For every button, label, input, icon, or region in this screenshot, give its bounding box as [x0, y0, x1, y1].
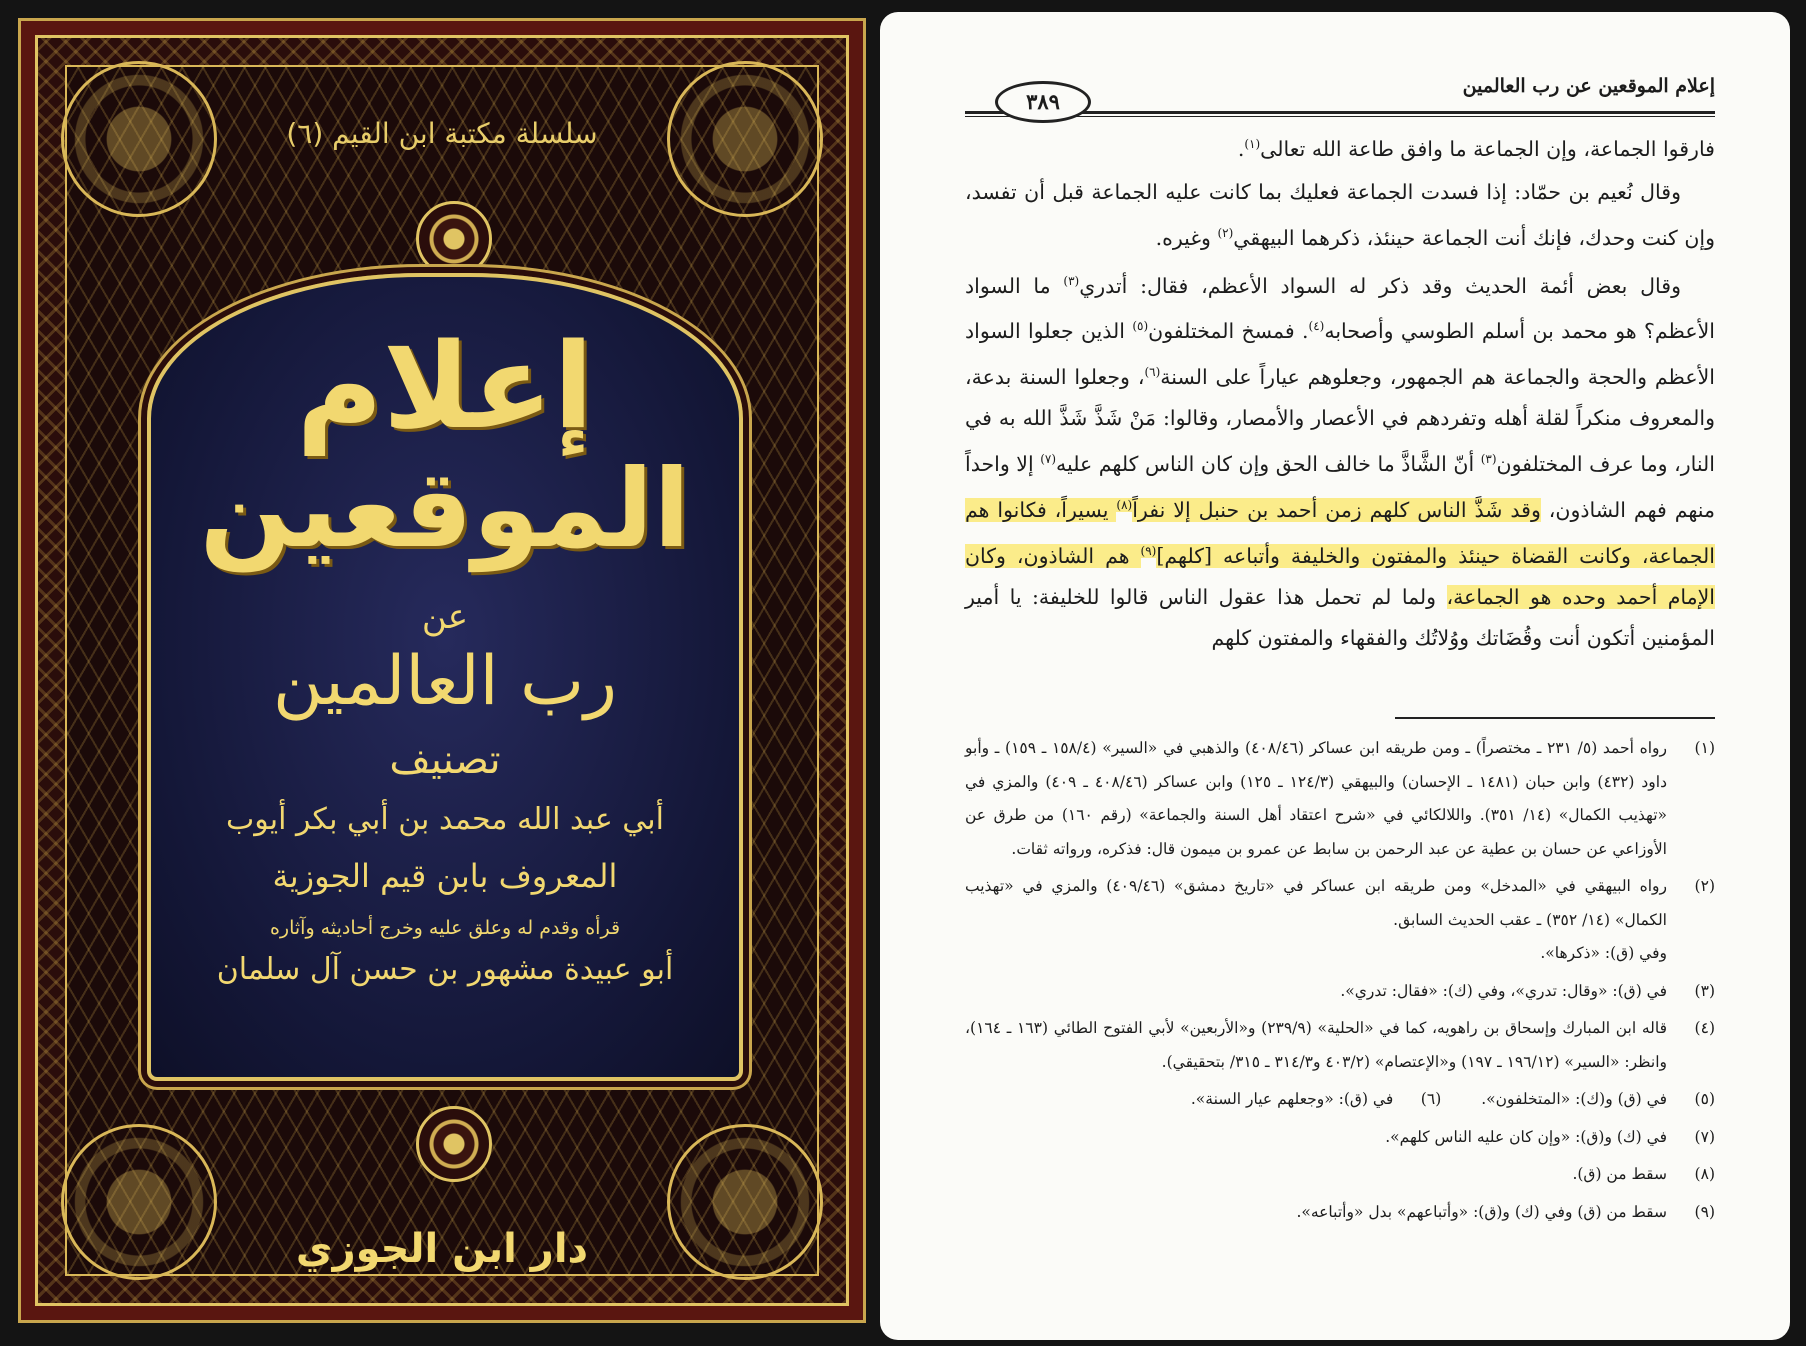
- cover-editor-name: أبو عبيدة مشهور بن حسن آل سلمان: [216, 952, 674, 987]
- footnote-2: (٢) رواه البيهقي في «المدخل» ومن طريقه ابن عساكر في «تاريخ دمشق» (٤٠٩/٤٦) والمزي في «تهذيب الكمال» (١٤/ ٣٥٢) ـ عقب الحديث السابق. وفي (ق): «ذكرها».: [965, 877, 1715, 962]
- top-medallion-icon: [416, 201, 492, 277]
- footnote-6: (٦) في (ق): «وجعلهم عيار السنة».: [1190, 1090, 1442, 1108]
- footnotes: [965, 732, 1715, 1233]
- footnote-5-6: [965, 1083, 1715, 1117]
- footnote-8: (٨) سقط من (ق).: [1572, 1165, 1715, 1183]
- footnote-4: (٤) قاله ابن المبارك وإسحاق بن راهويه، كما في «الحلية» (٢٣٩/٩) و«الأربعين» لأبي الفتوح الطائي (١٦٣ ـ ١٦٤)، وانظر: «السير» (١٩٦/١٢ ـ ١٩٧) و«الإعتصام» (٤٠٣/٢ و٣١٤/٣ ـ ٣١٥/ بتحقيقي).: [965, 1019, 1715, 1071]
- page-header: [965, 67, 1715, 117]
- main-text: [965, 124, 1715, 661]
- highlighted-text: وقد شَذَّ الناس كلهم زمن أحمد بن حنبل إلا نفراً: [1132, 497, 1541, 522]
- book-cover: [18, 18, 866, 1323]
- running-title: إعلام الموقعين عن رب العالمين: [1462, 75, 1715, 97]
- cover-title-line1: إعلام: [296, 317, 594, 455]
- cover-author-line2: المعروف بابن قيم الجوزية: [272, 857, 618, 895]
- cover-editor-note: قرأه وقدم له وعلق عليه وخرج أحاديثه وآثاره: [269, 917, 621, 939]
- footnote-7: (٧) في (ك) و(ق): «وإن كان عليه الناس كلهم».: [1385, 1127, 1715, 1146]
- footnote-3: (٣) في (ق): «وقال: تدري»، وفي (ك): «فقال: تدري».: [1340, 981, 1715, 1000]
- footnote-rule: [1395, 717, 1715, 719]
- cover-title-line2: الموقعين: [199, 447, 691, 572]
- cover-series: سلسلة مكتبة ابن القيم (٦): [286, 117, 598, 150]
- footnote-9: (٩) سقط من (ق) وفي (ك) و(ق): «وأتباعهم» بدل «وأتباعه».: [1296, 1202, 1715, 1221]
- paragraph-2: وقال نُعيم بن حمّاد: إذا فسدت الجماعة فعليك بما كانت عليه الجماعة قبل أن تفسد، وإن كنت وحدك، فإنك أنت الجماعة حينئذ، ذكرهما البيهقي$^{(٢)}$ وغيره.: [965, 179, 1715, 250]
- cover-author-line1: أبي عبد الله محمد بن أبي بكر أيوب: [226, 802, 664, 837]
- highlighted-text: يسيراً، فكانوا هم الجماعة، وكانت القضاة حينئذ والمفتون والخليفة وأتباعه [كلهم]: [965, 497, 1715, 568]
- cover-tasnif: تصنيف: [389, 737, 501, 783]
- cover-title-line3: عن: [421, 597, 469, 637]
- book-page: [880, 12, 1790, 1340]
- paragraph-1: فارقوا الجماعة، وإن الجماعة ما وافق طاعة الله تعالى$^{(١)}$.: [1237, 136, 1715, 161]
- footnote-1: (١) رواه أحمد (٥/ ٢٣١ ـ مختصراً) ـ ومن طريقه ابن عساكر (٤٠٨/٤٦) والذهبي في «السير» (١٥٨/٤ ـ ١٥٩) ـ وأبو داود (٤٣٢) وابن حبان (١٤٨١ ـ الإحسان) والبيهقي (١٢٤/٣ ـ ١٢٥) وابن عساكر (٤٠٨/٤٦ ـ ٤٠٩) والمزي في «تهذيب الكمال» (١٤/ ٣٥١). واللالكائي في «شرح اعتقاد أهل السنة والجماعة» (رقم ١٦٠) من طرق عن الأوزاعي عن حسان بن عطية عن عبد الرحمن بن سابط عن عمرو بن ميمون قال: فذكره، ورواته ثقات.: [965, 739, 1715, 858]
- footnote-5: (٥) في (ق) و(ك): «المتخلفون».: [1481, 1090, 1715, 1108]
- cover-center-panel: [147, 273, 743, 1081]
- highlighted-text: هم الشاذون، وكان الإمام أحمد وحده هو الجماعة،: [965, 543, 1716, 609]
- cover-publisher: دار ابن الجوزي: [295, 1226, 589, 1272]
- cover-title-line4: رب العالمين: [273, 642, 617, 721]
- paragraph-3: وقال بعض أئمة الحديث وقد ذكر له السواد الأعظم، فقال: أتدري$^{(٣)}$ ما السواد الأعظم؟ هو محمد بن أسلم الطوسي وأصحابه$^{(٤)}$. فمسخ المختلفون$^{(٥)}$ الذين جعلوا السواد الأعظم والحجة والجماعة هم الجمهور، وجعلوهم عياراً على السنة$^{(٦)}$، وجعلوا السنة بدعة، والمعروف منكراً لقلة أهله وتفردهم في الأعصار والأمصار، وقالوا: مَنْ شَذَّ شَذَّ الله به في النار، وما عرف المختلفون$^{(٣)}$ أنّ الشَّاذَّ ما خالف الحق وإن كان الناس كلهم عليه$^{(٧)}$ إلا واحداً منهم فهم الشاذون، وقد شَذَّ الناس كلهم زمن أحمد بن حنبل إلا نفراً$^{(٨)}$ يسيراً، فكانوا هم الجماعة، وكانت القضاة حينئذ والمفتون والخليفة وأتباعه [كلهم]$^{(٩)}$ هم الشاذون، وكان الإمام أحمد وحده هو الجماعة، ولما لم تحمل هذا عقول الناس قالوا للخليفة: يا أمير المؤمنين أتكون أنت وقُضَاتك ووُلاتُك والفقهاء والمفتون كلهم: [965, 273, 1716, 650]
- bottom-medallion-icon: [416, 1106, 492, 1182]
- page-number: ٣٨٩: [995, 81, 1091, 123]
